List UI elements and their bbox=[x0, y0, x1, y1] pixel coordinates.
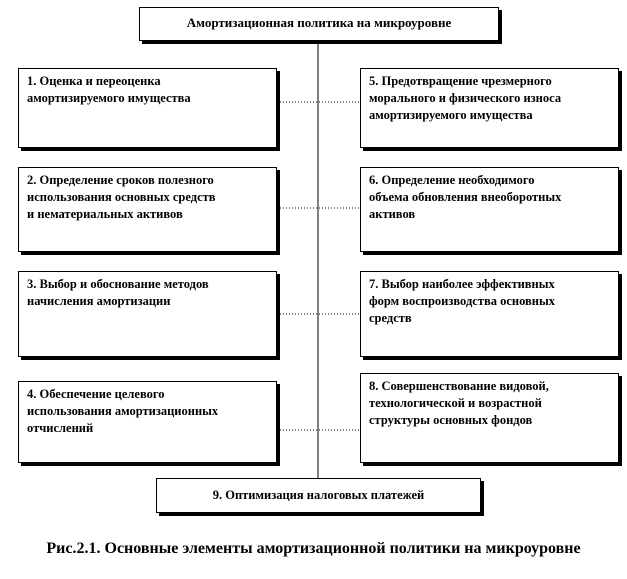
diagram-title-box: Амортизационная политика на микроуровне bbox=[139, 7, 499, 41]
left-item-3: 3. Выбор и обоснование методов начисления амортизации bbox=[18, 271, 277, 357]
right-item-5: 5. Предотвращение чрезмерного морального и физического износа амортизируемого имущества bbox=[360, 68, 619, 148]
bottom-item-9: 9. Оптимизация налоговых платежей bbox=[156, 478, 481, 513]
right-item-6: 6. Определение необходимого объема обновления внеоборотных активов bbox=[360, 167, 619, 252]
left-item-4: 4. Обеспечение целевого использования амортизационных отчислений bbox=[18, 381, 277, 463]
left-item-1: 1. Оценка и переоценка амортизируемого имущества bbox=[18, 68, 277, 148]
right-item-8: 8. Совершенствование видовой, технологической и возрастной структуры основных фондов bbox=[360, 373, 619, 463]
figure-caption: Рис.2.1. Основные элементы амортизационной политики на микроуровне bbox=[46, 540, 581, 557]
right-item-7: 7. Выбор наиболее эффективных форм воспроизводства основных средств bbox=[360, 271, 619, 357]
left-item-2: 2. Определение сроков полезного использования основных средств и нематериальных активов bbox=[18, 167, 277, 252]
